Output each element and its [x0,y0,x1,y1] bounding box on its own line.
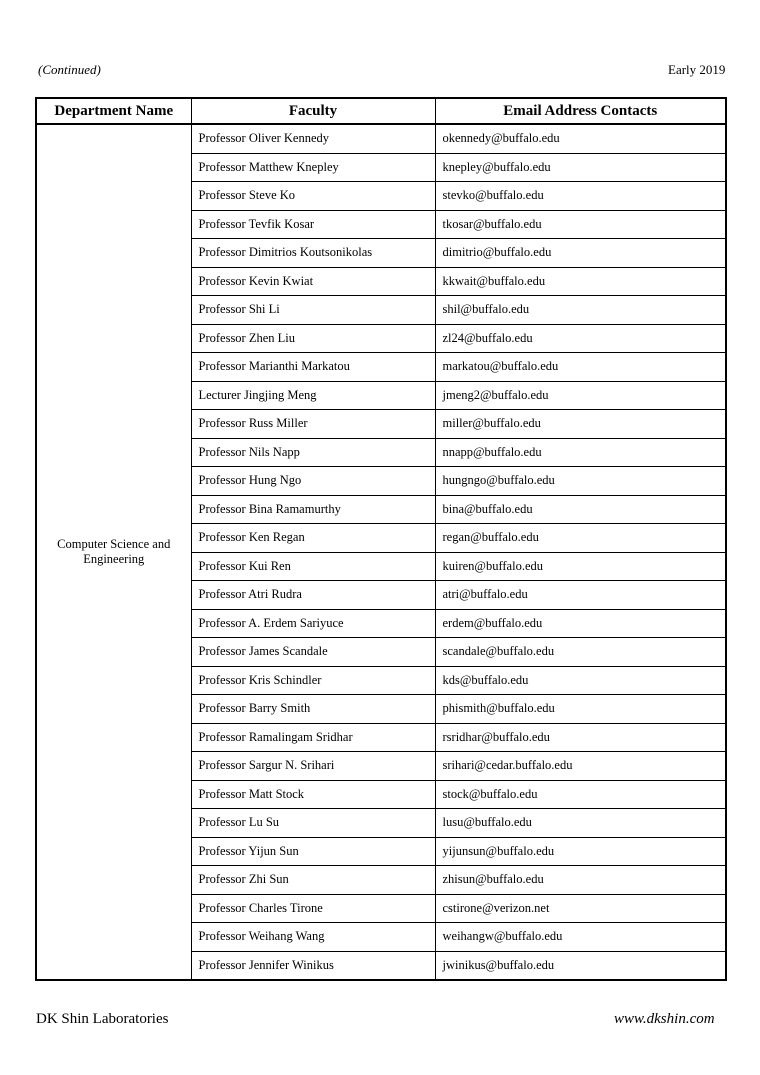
email-cell: dimitrio@buffalo.edu [435,239,726,268]
email-cell: kuiren@buffalo.edu [435,552,726,581]
department-name-cell: Computer Science and Engineering [36,124,191,980]
email-cell: tkosar@buffalo.edu [435,210,726,239]
email-cell: nnapp@buffalo.edu [435,438,726,467]
faculty-name-cell: Professor James Scandale [191,638,435,667]
email-cell: phismith@buffalo.edu [435,695,726,724]
email-cell: cstirone@verizon.net [435,894,726,923]
faculty-name-cell: Professor Dimitrios Koutsonikolas [191,239,435,268]
date-label: Early 2019 [668,62,726,77]
faculty-name-cell: Professor Zhi Sun [191,866,435,895]
email-cell: bina@buffalo.edu [435,495,726,524]
faculty-name-cell: Professor Ramalingam Sridhar [191,723,435,752]
faculty-name-cell: Lecturer Jingjing Meng [191,381,435,410]
faculty-name-cell: Professor A. Erdem Sariyuce [191,609,435,638]
email-cell: erdem@buffalo.edu [435,609,726,638]
email-cell: hungngo@buffalo.edu [435,467,726,496]
email-cell: scandale@buffalo.edu [435,638,726,667]
email-cell: zhisun@buffalo.edu [435,866,726,895]
email-cell: knepley@buffalo.edu [435,153,726,182]
email-cell: atri@buffalo.edu [435,581,726,610]
footer-company: DK Shin Laboratories [36,1011,169,1027]
table-header-row [36,98,726,124]
faculty-name-cell: Professor Kui Ren [191,552,435,581]
faculty-name-cell: Professor Sargur N. Srihari [191,752,435,781]
email-cell: kds@buffalo.edu [435,666,726,695]
email-cell: miller@buffalo.edu [435,410,726,439]
email-cell: yijunsun@buffalo.edu [435,837,726,866]
faculty-name-cell: Professor Kris Schindler [191,666,435,695]
email-cell: shil@buffalo.edu [435,296,726,325]
faculty-name-cell: Professor Hung Ngo [191,467,435,496]
column-header-department: Department Name [36,98,191,124]
email-cell: markatou@buffalo.edu [435,353,726,382]
faculty-name-cell: Professor Matt Stock [191,780,435,809]
faculty-name-cell: Professor Shi Li [191,296,435,325]
email-cell: srihari@cedar.buffalo.edu [435,752,726,781]
faculty-name-cell: Professor Lu Su [191,809,435,838]
continued-label: (Continued) [38,62,101,77]
table-row [36,124,726,153]
faculty-name-cell: Professor Weihang Wang [191,923,435,952]
faculty-name-cell: Professor Jennifer Winikus [191,951,435,980]
faculty-name-cell: Professor Nils Napp [191,438,435,467]
footer-website: www.dkshin.com [614,1011,715,1027]
column-header-email: Email Address Contacts [435,98,726,124]
faculty-name-cell: Professor Steve Ko [191,182,435,211]
email-cell: kkwait@buffalo.edu [435,267,726,296]
faculty-name-cell: Professor Oliver Kennedy [191,124,435,153]
faculty-name-cell: Professor Zhen Liu [191,324,435,353]
email-cell: weihangw@buffalo.edu [435,923,726,952]
email-cell: stevko@buffalo.edu [435,182,726,211]
column-header-faculty: Faculty [191,98,435,124]
faculty-name-cell: Professor Yijun Sun [191,837,435,866]
email-cell: zl24@buffalo.edu [435,324,726,353]
faculty-name-cell: Professor Kevin Kwiat [191,267,435,296]
email-cell: okennedy@buffalo.edu [435,124,726,153]
faculty-name-cell: Professor Charles Tirone [191,894,435,923]
faculty-directory-table [35,97,727,981]
faculty-name-cell: Professor Barry Smith [191,695,435,724]
faculty-name-cell: Professor Marianthi Markatou [191,353,435,382]
email-cell: regan@buffalo.edu [435,524,726,553]
email-cell: rsridhar@buffalo.edu [435,723,726,752]
email-cell: lusu@buffalo.edu [435,809,726,838]
faculty-name-cell: Professor Tevfik Kosar [191,210,435,239]
email-cell: jwinikus@buffalo.edu [435,951,726,980]
email-cell: jmeng2@buffalo.edu [435,381,726,410]
table-body [36,124,726,980]
faculty-name-cell: Professor Russ Miller [191,410,435,439]
faculty-name-cell: Professor Bina Ramamurthy [191,495,435,524]
faculty-name-cell: Professor Matthew Knepley [191,153,435,182]
faculty-name-cell: Professor Ken Regan [191,524,435,553]
email-cell: stock@buffalo.edu [435,780,726,809]
faculty-name-cell: Professor Atri Rudra [191,581,435,610]
